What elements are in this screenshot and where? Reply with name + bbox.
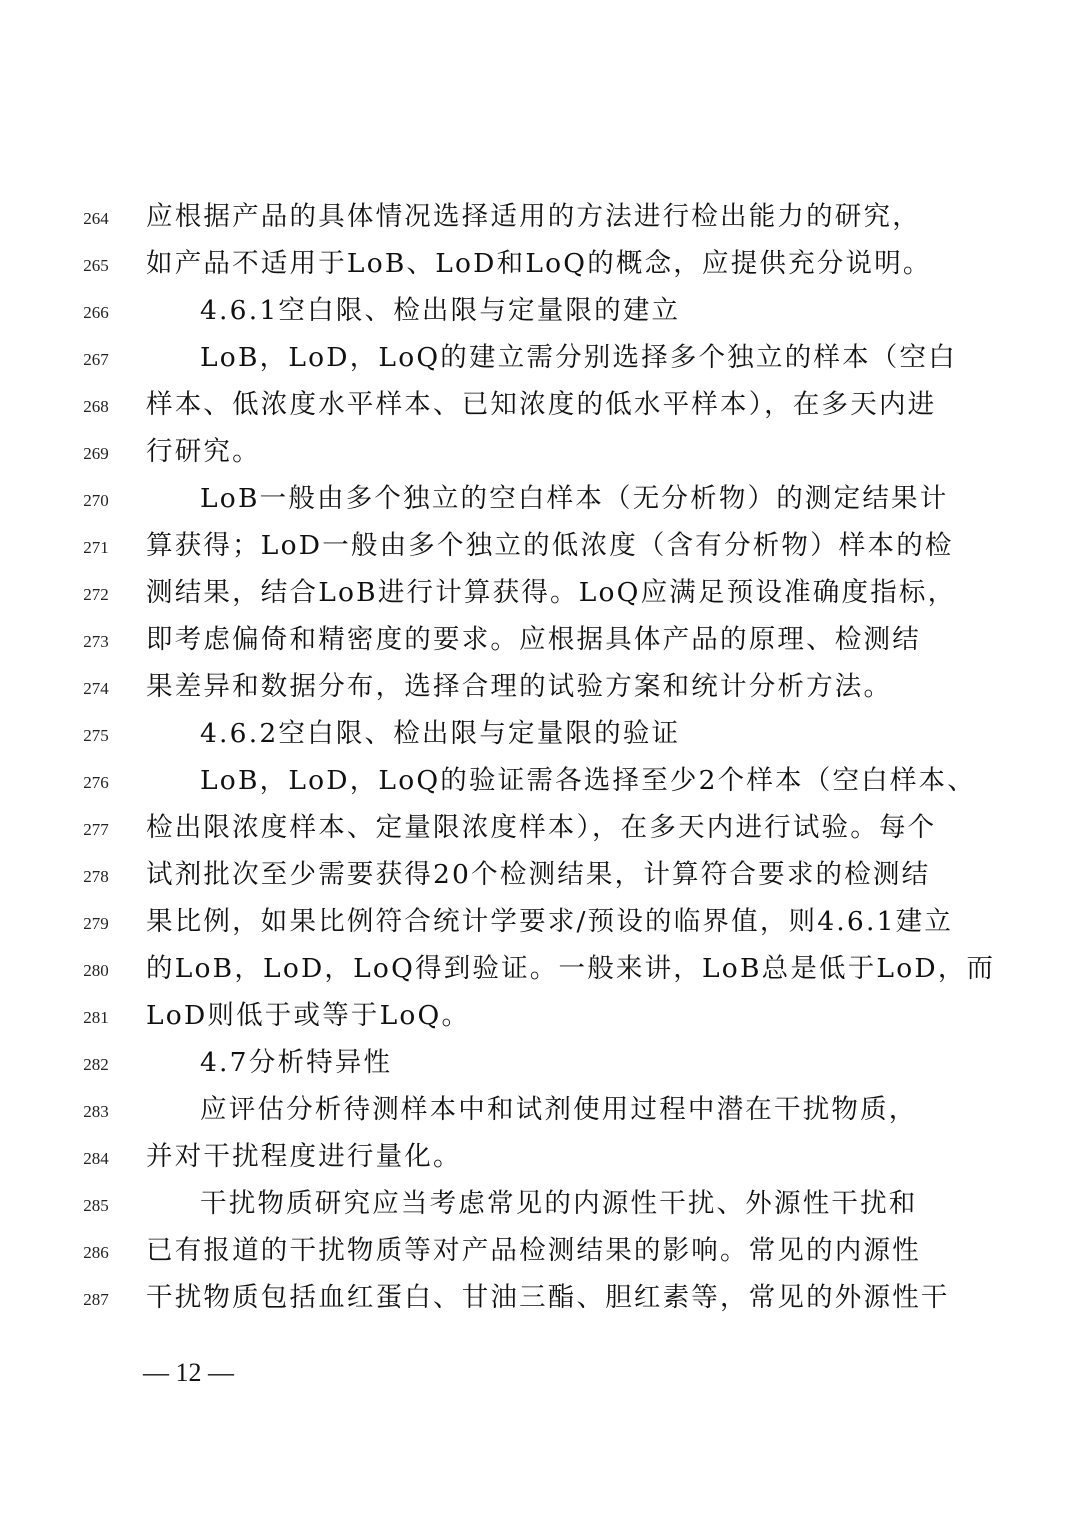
line-number: 269	[83, 444, 109, 463]
line-number: 270	[83, 491, 109, 510]
line-number: 284	[83, 1149, 109, 1168]
line-number: 286	[83, 1243, 109, 1262]
text-line	[0, 477, 1080, 524]
line-number: 271	[83, 538, 109, 557]
line-number: 273	[83, 632, 109, 651]
section-heading: 4.7分析特异性	[200, 1047, 393, 1078]
text-line	[0, 1276, 1080, 1323]
line-text: 即考虑偏倚和精密度的要求。应根据具体产品的原理、检测结	[146, 624, 921, 655]
text-line	[0, 947, 1080, 994]
line-text: 如产品不适用于LoB、LoD和LoQ的概念，应提供充分说明。	[146, 248, 932, 279]
section-heading: 4.6.1空白限、检出限与定量限的建立	[200, 295, 681, 326]
line-text: 样本、低浓度水平样本、已知浓度的低水平样本），在多天内进	[146, 389, 937, 420]
text-line	[0, 806, 1080, 853]
text-line	[0, 759, 1080, 806]
text-line	[0, 1041, 1080, 1088]
text-line	[0, 430, 1080, 477]
text-line	[0, 1229, 1080, 1276]
text-line	[0, 618, 1080, 665]
line-text: 行研究。	[146, 436, 261, 467]
line-text: 已有报道的干扰物质等对产品检测结果的影响。常见的内源性	[146, 1235, 921, 1266]
page-number: — 12 —	[143, 1358, 234, 1387]
text-line	[0, 712, 1080, 759]
line-text: 测结果，结合LoB进行计算获得。LoQ应满足预设准确度指标，	[146, 577, 957, 608]
line-number: 277	[83, 820, 109, 839]
text-line	[0, 336, 1080, 383]
line-text: LoB一般由多个独立的空白样本（无分析物）的测定结果计	[200, 483, 949, 514]
text-line	[0, 665, 1080, 712]
text-line	[0, 242, 1080, 289]
line-text: 并对干扰程度进行量化。	[146, 1141, 462, 1172]
text-line	[0, 853, 1080, 900]
text-line	[0, 994, 1080, 1041]
line-text: 算获得；LoD一般由多个独立的低浓度（含有分析物）样本的检	[146, 530, 954, 561]
line-text: 干扰物质包括血红蛋白、甘油三酯、胆红素等，常见的外源性干	[146, 1282, 950, 1313]
line-number: 281	[83, 1008, 109, 1027]
text-line	[0, 383, 1080, 430]
line-number: 265	[83, 256, 109, 275]
line-text: 检出限浓度样本、定量限浓度样本），在多天内进行试验。每个	[146, 812, 937, 843]
line-number: 282	[83, 1055, 109, 1074]
line-text: 应评估分析待测样本中和试剂使用过程中潜在干扰物质，	[200, 1094, 918, 1125]
text-line	[0, 195, 1080, 242]
line-number: 276	[83, 773, 109, 792]
line-number: 283	[83, 1102, 109, 1121]
text-line	[0, 1182, 1080, 1229]
text-line	[0, 289, 1080, 336]
text-line	[0, 1088, 1080, 1135]
line-text: LoB，LoD，LoQ的建立需分别选择多个独立的样本（空白	[200, 342, 957, 373]
line-text: 应根据产品的具体情况选择适用的方法进行检出能力的研究，	[146, 201, 921, 232]
line-text: LoB，LoD，LoQ的验证需各选择至少2个样本（空白样本、	[200, 765, 976, 796]
line-number: 274	[83, 679, 109, 698]
line-text: 试剂批次至少需要获得20个检测结果，计算符合要求的检测结	[146, 859, 931, 890]
line-number: 268	[83, 397, 109, 416]
line-number: 278	[83, 867, 109, 886]
text-line	[0, 900, 1080, 947]
line-number: 280	[83, 961, 109, 980]
text-line	[0, 524, 1080, 571]
line-number: 275	[83, 726, 109, 745]
section-heading: 4.6.2空白限、检出限与定量限的验证	[200, 718, 681, 749]
line-number: 267	[83, 350, 109, 369]
line-number: 279	[83, 914, 109, 933]
line-text: 干扰物质研究应当考虑常见的内源性干扰、外源性干扰和	[200, 1188, 918, 1219]
line-text: 果差异和数据分布，选择合理的试验方案和统计分析方法。	[146, 671, 893, 702]
line-number: 287	[83, 1290, 109, 1309]
line-text: 果比例，如果比例符合统计学要求/预设的临界值，则4.6.1建立	[146, 906, 954, 937]
line-text: LoD则低于或等于LoQ。	[146, 1000, 471, 1031]
line-number: 266	[83, 303, 109, 322]
line-number: 285	[83, 1196, 109, 1215]
text-line	[0, 571, 1080, 618]
text-line	[0, 1135, 1080, 1182]
line-number: 272	[83, 585, 109, 604]
line-number: 264	[83, 209, 109, 228]
line-text: 的LoB，LoD，LoQ得到验证。一般来讲，LoB总是低于LoD，而	[146, 953, 996, 984]
numbered-text-lines	[0, 195, 1080, 1323]
